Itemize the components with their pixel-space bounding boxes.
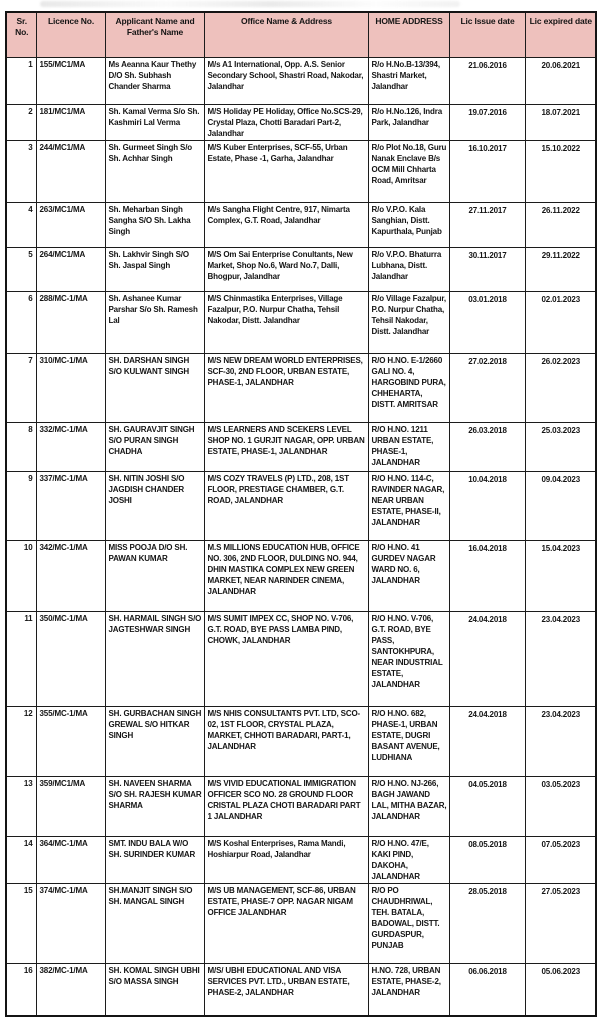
cell-office: M/s A1 International, Opp. A.S. Senior Secondary School, Shastri Road, Nakodar, Jalandhar bbox=[204, 57, 368, 104]
cell-issue: 19.07.2016 bbox=[449, 104, 525, 140]
table-row bbox=[6, 202, 596, 247]
cell-expired: 05.06.2023 bbox=[525, 963, 596, 1016]
cell-office: M/S VIVID EDUCATIONAL IMMIGRATION OFFICER SCO NO. 28 GROUND FLOOR CRISTAL PLAZA CHOTI BARADARI PART 1 JALANDHAR bbox=[204, 776, 368, 836]
table-row bbox=[6, 706, 596, 776]
cell-office: M/S/ UBHI EDUCATIONAL AND VISA SERVICES PVT. LTD., URBAN ESTATE, PHASE-2, JALANDHAR bbox=[204, 963, 368, 1016]
column-header-home: HOME ADDRESS bbox=[368, 12, 449, 57]
table-row bbox=[6, 353, 596, 422]
cell-licence: 355/MC-1/MA bbox=[36, 706, 105, 776]
cell-issue: 06.06.2018 bbox=[449, 963, 525, 1016]
cell-licence: 350/MC-1/MA bbox=[36, 611, 105, 706]
table-header bbox=[6, 12, 596, 57]
cell-applicant: Ms Aeanna Kaur Thethy D/O Sh. Subhash Chander Sharma bbox=[105, 57, 204, 104]
cell-home: R/O H.NO. 41 GURDEV NAGAR WARD NO. 6, JALANDHAR bbox=[368, 540, 449, 611]
cell-sr: 8 bbox=[6, 422, 36, 471]
cell-applicant: SH. HARMAIL SINGH S/O JAGTESHWAR SINGH bbox=[105, 611, 204, 706]
cell-sr: 10 bbox=[6, 540, 36, 611]
cell-sr: 14 bbox=[6, 836, 36, 883]
cell-licence: 374/MC-1/MA bbox=[36, 883, 105, 963]
table-row bbox=[6, 776, 596, 836]
cell-licence: 359/MC1/MA bbox=[36, 776, 105, 836]
cell-applicant: Sh. Gurmeet Singh S/o Sh. Achhar Singh bbox=[105, 140, 204, 202]
cell-applicant: SH. DARSHAN SINGH S/O KULWANT SINGH bbox=[105, 353, 204, 422]
cell-home: R/o H.No.126, Indra Park, Jalandhar bbox=[368, 104, 449, 140]
cell-home: R/o V.P.O. Bhaturra Lubhana, Distt. Jalandhar bbox=[368, 247, 449, 291]
cell-home: R/O H.NO. E-1/2660 GALI NO. 4, HARGOBIND PURA, CHHEHARTA, DISTT. AMRITSAR bbox=[368, 353, 449, 422]
table-row bbox=[6, 836, 596, 883]
column-header-office: Office Name & Address bbox=[204, 12, 368, 57]
cell-issue: 27.11.2017 bbox=[449, 202, 525, 247]
table-row bbox=[6, 104, 596, 140]
table-row bbox=[6, 611, 596, 706]
cell-issue: 27.02.2018 bbox=[449, 353, 525, 422]
cell-issue: 28.05.2018 bbox=[449, 883, 525, 963]
cell-expired: 26.11.2022 bbox=[525, 202, 596, 247]
licence-table bbox=[5, 11, 597, 1017]
cell-issue: 21.06.2016 bbox=[449, 57, 525, 104]
cell-sr: 2 bbox=[6, 104, 36, 140]
cell-issue: 26.03.2018 bbox=[449, 422, 525, 471]
table-body bbox=[6, 57, 596, 1016]
cell-home: R/O PO CHAUDHRIWAL, TEH. BATALA, BADOWAL, DISTT. GURDASPUR, PUNJAB bbox=[368, 883, 449, 963]
cell-home: R/o Plot No.18, Guru Nanak Enclave B/s OCM Mill Chharta Road, Amritsar bbox=[368, 140, 449, 202]
cell-licence: 263/MC1/MA bbox=[36, 202, 105, 247]
cell-issue: 16.10.2017 bbox=[449, 140, 525, 202]
cell-office: M/S NEW DREAM WORLD ENTERPRISES, SCF-30, 2ND FLOOR, URBAN ESTATE, PHASE-1, JALANDHAR bbox=[204, 353, 368, 422]
table-row bbox=[6, 291, 596, 353]
cell-licence: 382/MC-1/MA bbox=[36, 963, 105, 1016]
cell-licence: 310/MC-1/MA bbox=[36, 353, 105, 422]
column-header-sr: Sr. No. bbox=[6, 12, 36, 57]
cell-office: M/S Holiday PE Holiday, Office No.SCS-29, Crystal Plaza, Chotti Baradari Part-2, Jalandhar bbox=[204, 104, 368, 140]
cell-applicant: SH. NITIN JOSHI S/O JAGDISH CHANDER JOSHI bbox=[105, 471, 204, 540]
cell-sr: 4 bbox=[6, 202, 36, 247]
cell-expired: 02.01.2023 bbox=[525, 291, 596, 353]
cell-home: R/O H.NO. V-706, G.T. ROAD, BYE PASS, SANTOKHPURA, NEAR INDUSTRIAL ESTATE, JALANDHAR bbox=[368, 611, 449, 706]
cell-applicant: SH. NAVEEN SHARMA S/O SH. RAJESH KUMAR SHARMA bbox=[105, 776, 204, 836]
cell-sr: 11 bbox=[6, 611, 36, 706]
cell-licence: 332/MC-1/MA bbox=[36, 422, 105, 471]
cell-expired: 18.07.2021 bbox=[525, 104, 596, 140]
cell-issue: 03.01.2018 bbox=[449, 291, 525, 353]
cell-expired: 20.06.2021 bbox=[525, 57, 596, 104]
cell-home: R/O H.NO. 47/E, KAKI PIND, DAKOHA, JALANDHAR bbox=[368, 836, 449, 883]
cell-licence: 342/MC-1/MA bbox=[36, 540, 105, 611]
column-header-expired: Lic expired date bbox=[525, 12, 596, 57]
cell-licence: 155/MC1/MA bbox=[36, 57, 105, 104]
cell-sr: 9 bbox=[6, 471, 36, 540]
cell-sr: 12 bbox=[6, 706, 36, 776]
cell-issue: 16.04.2018 bbox=[449, 540, 525, 611]
cell-home: R/o V.P.O. Kala Sanghian, Distt. Kapurthala, Punjab bbox=[368, 202, 449, 247]
cell-licence: 181/MC1/MA bbox=[36, 104, 105, 140]
column-header-applicant: Applicant Name and Father's Name bbox=[105, 12, 204, 57]
table-row bbox=[6, 883, 596, 963]
table-row bbox=[6, 471, 596, 540]
cell-sr: 15 bbox=[6, 883, 36, 963]
cell-applicant: SH. KOMAL SINGH UBHI S/O MASSA SINGH bbox=[105, 963, 204, 1016]
table-header-row bbox=[6, 12, 596, 57]
cell-licence: 288/MC-1/MA bbox=[36, 291, 105, 353]
cell-expired: 07.05.2023 bbox=[525, 836, 596, 883]
cell-expired: 25.03.2023 bbox=[525, 422, 596, 471]
cell-applicant: Sh. Ashanee Kumar Parshar S/o Sh. Ramesh Lal bbox=[105, 291, 204, 353]
cell-office: M/S Kuber Enterprises, SCF-55, Urban Estate, Phase -1, Garha, Jalandhar bbox=[204, 140, 368, 202]
cell-sr: 1 bbox=[6, 57, 36, 104]
cell-sr: 3 bbox=[6, 140, 36, 202]
cell-home: R/O H.NO. 1211 URBAN ESTATE, PHASE-1, JALANDHAR bbox=[368, 422, 449, 471]
cell-home: R/O H.NO. 682, PHASE-1, URBAN ESTATE, DUGRI BASANT AVENUE, LUDHIANA bbox=[368, 706, 449, 776]
cell-sr: 6 bbox=[6, 291, 36, 353]
table-row bbox=[6, 57, 596, 104]
cell-issue: 30.11.2017 bbox=[449, 247, 525, 291]
cell-office: M/S LEARNERS AND SCEKERS LEVEL SHOP NO. 1 GURJIT NAGAR, OPP. URBAN ESTATE, PHASE-1, JALANDHAR bbox=[204, 422, 368, 471]
table-row bbox=[6, 140, 596, 202]
cell-applicant: SH. GAURAVJIT SINGH S/O PURAN SINGH CHADHA bbox=[105, 422, 204, 471]
cell-expired: 29.11.2022 bbox=[525, 247, 596, 291]
cell-expired: 03.05.2023 bbox=[525, 776, 596, 836]
cell-issue: 04.05.2018 bbox=[449, 776, 525, 836]
table-row bbox=[6, 247, 596, 291]
scan-artifact bbox=[40, 1, 460, 7]
cell-office: M.S MILLIONS EDUCATION HUB, OFFICE NO. 306, 2ND FLOOR, DULDING NO. 944, DHIN MASTIKA COMPLEX NEW GREEN MARKET, NEAR NARINDER CINEMA, JALANDHAR bbox=[204, 540, 368, 611]
cell-licence: 337/MC-1/MA bbox=[36, 471, 105, 540]
cell-expired: 15.10.2022 bbox=[525, 140, 596, 202]
cell-applicant: Sh. Lakhvir Singh S/O Sh. Jaspal Singh bbox=[105, 247, 204, 291]
cell-applicant: SMT. INDU BALA W/O SH. SURINDER KUMAR bbox=[105, 836, 204, 883]
cell-applicant: MISS POOJA D/O SH. PAWAN KUMAR bbox=[105, 540, 204, 611]
cell-issue: 24.04.2018 bbox=[449, 611, 525, 706]
cell-office: M/S Om Sai Enterprise Conultants, New Market, Shop No.6, Ward No.7, Dalli, Bhogpur, Jalandhar bbox=[204, 247, 368, 291]
column-header-licence: Licence No. bbox=[36, 12, 105, 57]
column-header-issue: Lic Issue date bbox=[449, 12, 525, 57]
cell-home: R/O H.NO. 114-C, RAVINDER NAGAR, NEAR URBAN ESTATE, PHASE-II, JALANDHAR bbox=[368, 471, 449, 540]
cell-home: R/o Village Fazalpur, P.O. Nurpur Chatha, Tehsil Nakodar, Distt. Jalandhar bbox=[368, 291, 449, 353]
cell-sr: 16 bbox=[6, 963, 36, 1016]
cell-home: R/o H.No.B-13/394, Shastri Market, Jalandhar bbox=[368, 57, 449, 104]
table-row bbox=[6, 540, 596, 611]
cell-applicant: Sh. Kamal Verma S/o Sh. Kashmiri Lal Verma bbox=[105, 104, 204, 140]
cell-applicant: SH. GURBACHAN SINGH GREWAL S/O HITKAR SINGH bbox=[105, 706, 204, 776]
cell-issue: 10.04.2018 bbox=[449, 471, 525, 540]
cell-office: M/S COZY TRAVELS (P) LTD., 208, 1ST FLOOR, PRESTIAGE CHAMBER, G.T. ROAD, JALANDHAR bbox=[204, 471, 368, 540]
table-row bbox=[6, 422, 596, 471]
cell-sr: 13 bbox=[6, 776, 36, 836]
cell-office: M/s Sangha Flight Centre, 917, Nimarta Complex, G.T. Road, Jalandhar bbox=[204, 202, 368, 247]
cell-expired: 23.04.2023 bbox=[525, 706, 596, 776]
table-row bbox=[6, 963, 596, 1016]
cell-expired: 26.02.2023 bbox=[525, 353, 596, 422]
cell-office: M/S Chinmastika Enterprises, Village Fazalpur, P.O. Nurpur Chatha, Tehsil Nakodar, Distt. Jalandhar bbox=[204, 291, 368, 353]
cell-office: M/S NHIS CONSULTANTS PVT. LTD, SCO-02, 1ST FLOOR, CRYSTAL PLAZA, MARKET, CHHOTI BARADARI, PART-1, JALANDHAR bbox=[204, 706, 368, 776]
cell-issue: 24.04.2018 bbox=[449, 706, 525, 776]
cell-expired: 15.04.2023 bbox=[525, 540, 596, 611]
cell-expired: 27.05.2023 bbox=[525, 883, 596, 963]
cell-licence: 264/MC1/MA bbox=[36, 247, 105, 291]
cell-expired: 23.04.2023 bbox=[525, 611, 596, 706]
cell-office: M/S UB MANAGEMENT, SCF-86, URBAN ESTATE, PHASE-7 OPP. NAGAR NIGAM OFFICE JALANDHAR bbox=[204, 883, 368, 963]
cell-sr: 5 bbox=[6, 247, 36, 291]
cell-home: H.NO. 728, URBAN ESTATE, PHASE-2, JALANDHAR bbox=[368, 963, 449, 1016]
cell-office: M/S Koshal Enterprises, Rama Mandi, Hoshiarpur Road, Jalandhar bbox=[204, 836, 368, 883]
cell-office: M/S SUMIT IMPEX CC, SHOP NO. V-706, G.T. ROAD, BYE PASS LAMBA PIND, CHOWK, JALANDHAR bbox=[204, 611, 368, 706]
cell-applicant: SH.MANJIT SINGH S/O SH. MANGAL SINGH bbox=[105, 883, 204, 963]
cell-licence: 364/MC-1/MA bbox=[36, 836, 105, 883]
cell-issue: 08.05.2018 bbox=[449, 836, 525, 883]
cell-licence: 244/MC1/MA bbox=[36, 140, 105, 202]
cell-expired: 09.04.2023 bbox=[525, 471, 596, 540]
cell-home: R/O H.NO. NJ-266, BAGH JAWAND LAL, MITHA BAZAR, JALANDHAR bbox=[368, 776, 449, 836]
cell-sr: 7 bbox=[6, 353, 36, 422]
cell-applicant: Sh. Meharban Singh Sangha S/O Sh. Lakha Singh bbox=[105, 202, 204, 247]
